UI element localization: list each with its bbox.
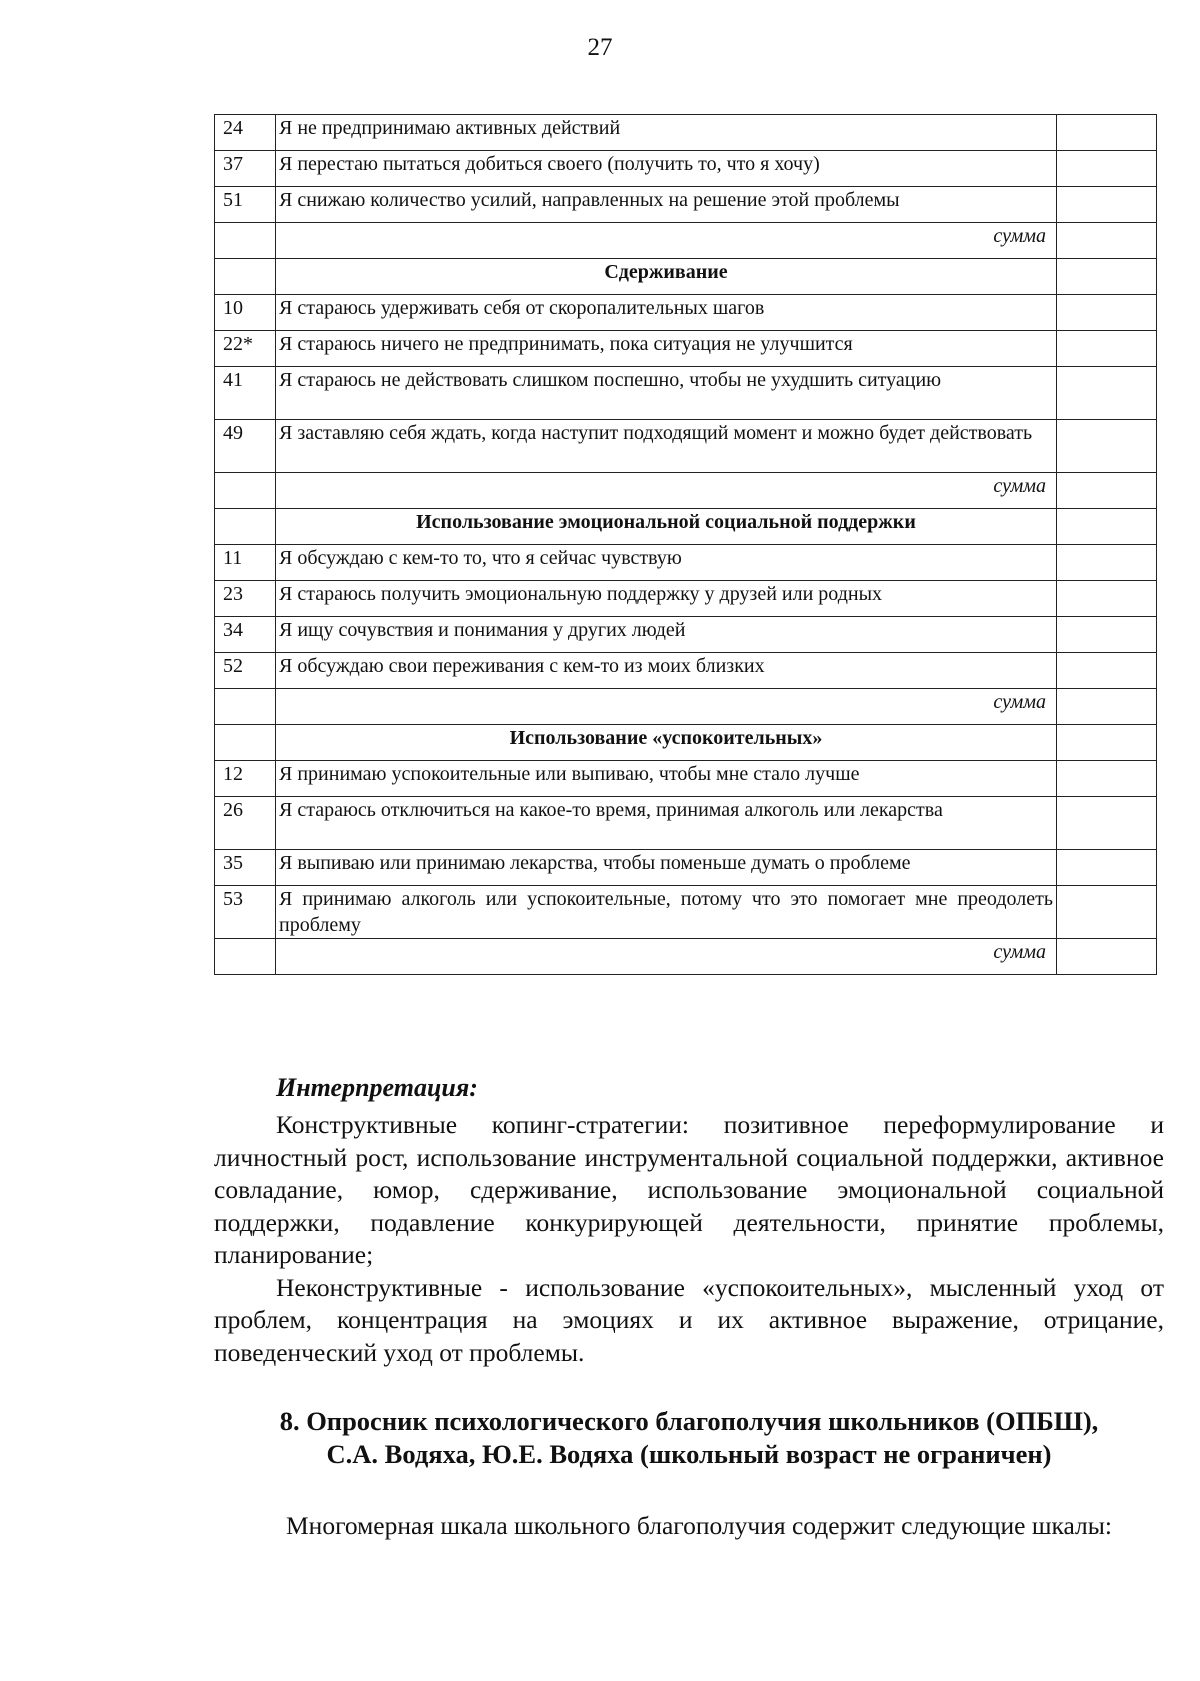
- item-statement: Я заставляю себя ждать, когда наступит подходящий момент и можно будет действовать: [276, 420, 1057, 473]
- score-cell: [1057, 797, 1157, 850]
- item-number: [215, 223, 276, 259]
- item-number: 34: [215, 617, 276, 653]
- sum-label: сумма: [276, 689, 1057, 725]
- item-number: 22*: [215, 331, 276, 367]
- item-number: 26: [215, 797, 276, 850]
- item-number: 35: [215, 850, 276, 886]
- item-statement: Я ищу сочувствия и понимания у других людей: [276, 617, 1057, 653]
- item-statement: Я стараюсь отключиться на какое-то время, принимая алкоголь или лекарства: [276, 797, 1057, 850]
- table-row: [215, 115, 1157, 151]
- item-statement: Я перестаю пытаться добиться своего (получить то, что я хочу): [276, 151, 1057, 187]
- item-statement: Я снижаю количество усилий, направленных на решение этой проблемы: [276, 187, 1057, 223]
- sum-row: [215, 689, 1157, 725]
- score-cell: [1057, 473, 1157, 509]
- interpretation-heading: Интерпретация:: [276, 1073, 478, 1102]
- item-statement: Я обсуждаю свои переживания с кем-то из моих близких: [276, 653, 1057, 689]
- sum-row: [215, 939, 1157, 975]
- item-statement: Я стараюсь не действовать слишком поспешно, чтобы не ухудшить ситуацию: [276, 367, 1057, 420]
- sum-row: [215, 223, 1157, 259]
- score-cell: [1057, 725, 1157, 761]
- sum-label: сумма: [276, 939, 1057, 975]
- item-number: [215, 689, 276, 725]
- score-cell: [1057, 689, 1157, 725]
- score-cell: [1057, 151, 1157, 187]
- table-row: [215, 295, 1157, 331]
- section-title-line-2: С.А. Водяха, Ю.Е. Водяха (школьный возраст не ограничен): [326, 1439, 1052, 1469]
- table-row: [215, 797, 1157, 850]
- score-cell: [1057, 420, 1157, 473]
- score-cell: [1057, 850, 1157, 886]
- score-cell: [1057, 187, 1157, 223]
- score-cell: [1057, 581, 1157, 617]
- section-intro: [214, 1510, 1164, 1543]
- item-statement: Я стараюсь удерживать себя от скоропалительных шагов: [276, 295, 1057, 331]
- item-statement: Я выпиваю или принимаю лекарства, чтобы поменьше думать о проблеме: [276, 850, 1057, 886]
- sum-label: сумма: [276, 223, 1057, 259]
- item-number: 53: [215, 886, 276, 939]
- item-number: [215, 725, 276, 761]
- item-number: [215, 473, 276, 509]
- category-header: Использование эмоциональной социальной поддержки: [276, 509, 1057, 545]
- table-row: [215, 617, 1157, 653]
- category-header: Использование «успокоительных»: [276, 725, 1057, 761]
- score-cell: [1057, 367, 1157, 420]
- table-row: [215, 850, 1157, 886]
- page-number: 27: [587, 34, 613, 61]
- item-number: [215, 509, 276, 545]
- sum-row: [215, 473, 1157, 509]
- table-row: [215, 761, 1157, 797]
- table-row: [215, 886, 1157, 939]
- table-row: [215, 545, 1157, 581]
- score-cell: [1057, 223, 1157, 259]
- score-cell: [1057, 939, 1157, 975]
- score-cell: [1057, 545, 1157, 581]
- item-number: [215, 939, 276, 975]
- table-row: [215, 331, 1157, 367]
- section-title-line-1: 8. Опросник психологического благополучия школьников (ОПБШ),: [279, 1406, 1099, 1436]
- item-statement: Я принимаю успокоительные или выпиваю, чтобы мне стало лучше: [276, 761, 1057, 797]
- sum-label: сумма: [276, 473, 1057, 509]
- score-cell: [1057, 509, 1157, 545]
- section-title: [214, 1405, 1164, 1471]
- score-cell: [1057, 295, 1157, 331]
- score-cell: [1057, 761, 1157, 797]
- score-cell: [1057, 617, 1157, 653]
- constructive-strategies-paragraph: Конструктивные копинг-стратегии: позитивное переформулирование и личностный рост, использование инструментальной социальной поддержки, активное совладание, юмор, сдерживание, использование эмоциональной социальной поддержки, подавление конкурирующей деятельности, принятие проблемы, планирование;: [214, 1110, 1164, 1269]
- item-number: 41: [215, 367, 276, 420]
- item-statement: Я стараюсь ничего не предпринимать, пока ситуация не улучшится: [276, 331, 1057, 367]
- category-header-row: [215, 259, 1157, 295]
- score-cell: [1057, 259, 1157, 295]
- item-number: 49: [215, 420, 276, 473]
- item-number: 24: [215, 115, 276, 151]
- item-number: 52: [215, 653, 276, 689]
- table-row: [215, 420, 1157, 473]
- item-number: 10: [215, 295, 276, 331]
- item-statement: Я не предпринимаю активных действий: [276, 115, 1057, 151]
- table-row: [215, 187, 1157, 223]
- item-statement: Я принимаю алкоголь или успокоительные, потому что это помогает мне преодолеть проблему: [276, 886, 1057, 939]
- score-cell: [1057, 653, 1157, 689]
- item-number: 23: [215, 581, 276, 617]
- coping-strategies-table: [214, 114, 1157, 975]
- category-header-row: [215, 725, 1157, 761]
- score-cell: [1057, 886, 1157, 939]
- item-number: 37: [215, 151, 276, 187]
- nonconstructive-strategies-paragraph: Неконструктивные - использование «успокоительных», мысленный уход от проблем, концентрация на эмоциях и их активное выражение, отрицание, поведенческий уход от проблемы.: [214, 1272, 1164, 1367]
- item-number: 12: [215, 761, 276, 797]
- score-cell: [1057, 331, 1157, 367]
- item-number: 51: [215, 187, 276, 223]
- category-header: Сдерживание: [276, 259, 1057, 295]
- category-header-row: [215, 509, 1157, 545]
- table-row: [215, 653, 1157, 689]
- interpretation-text: [214, 1109, 1164, 1369]
- section-intro-paragraph: Многомерная шкала школьного благополучия содержит следующие шкалы:: [286, 1511, 1112, 1540]
- score-cell: [1057, 115, 1157, 151]
- item-number: [215, 259, 276, 295]
- item-statement: Я обсуждаю с кем-то то, что я сейчас чувствую: [276, 545, 1057, 581]
- table-row: [215, 581, 1157, 617]
- item-statement: Я стараюсь получить эмоциональную поддержку у друзей или родных: [276, 581, 1057, 617]
- table-row: [215, 151, 1157, 187]
- table-row: [215, 367, 1157, 420]
- item-number: 11: [215, 545, 276, 581]
